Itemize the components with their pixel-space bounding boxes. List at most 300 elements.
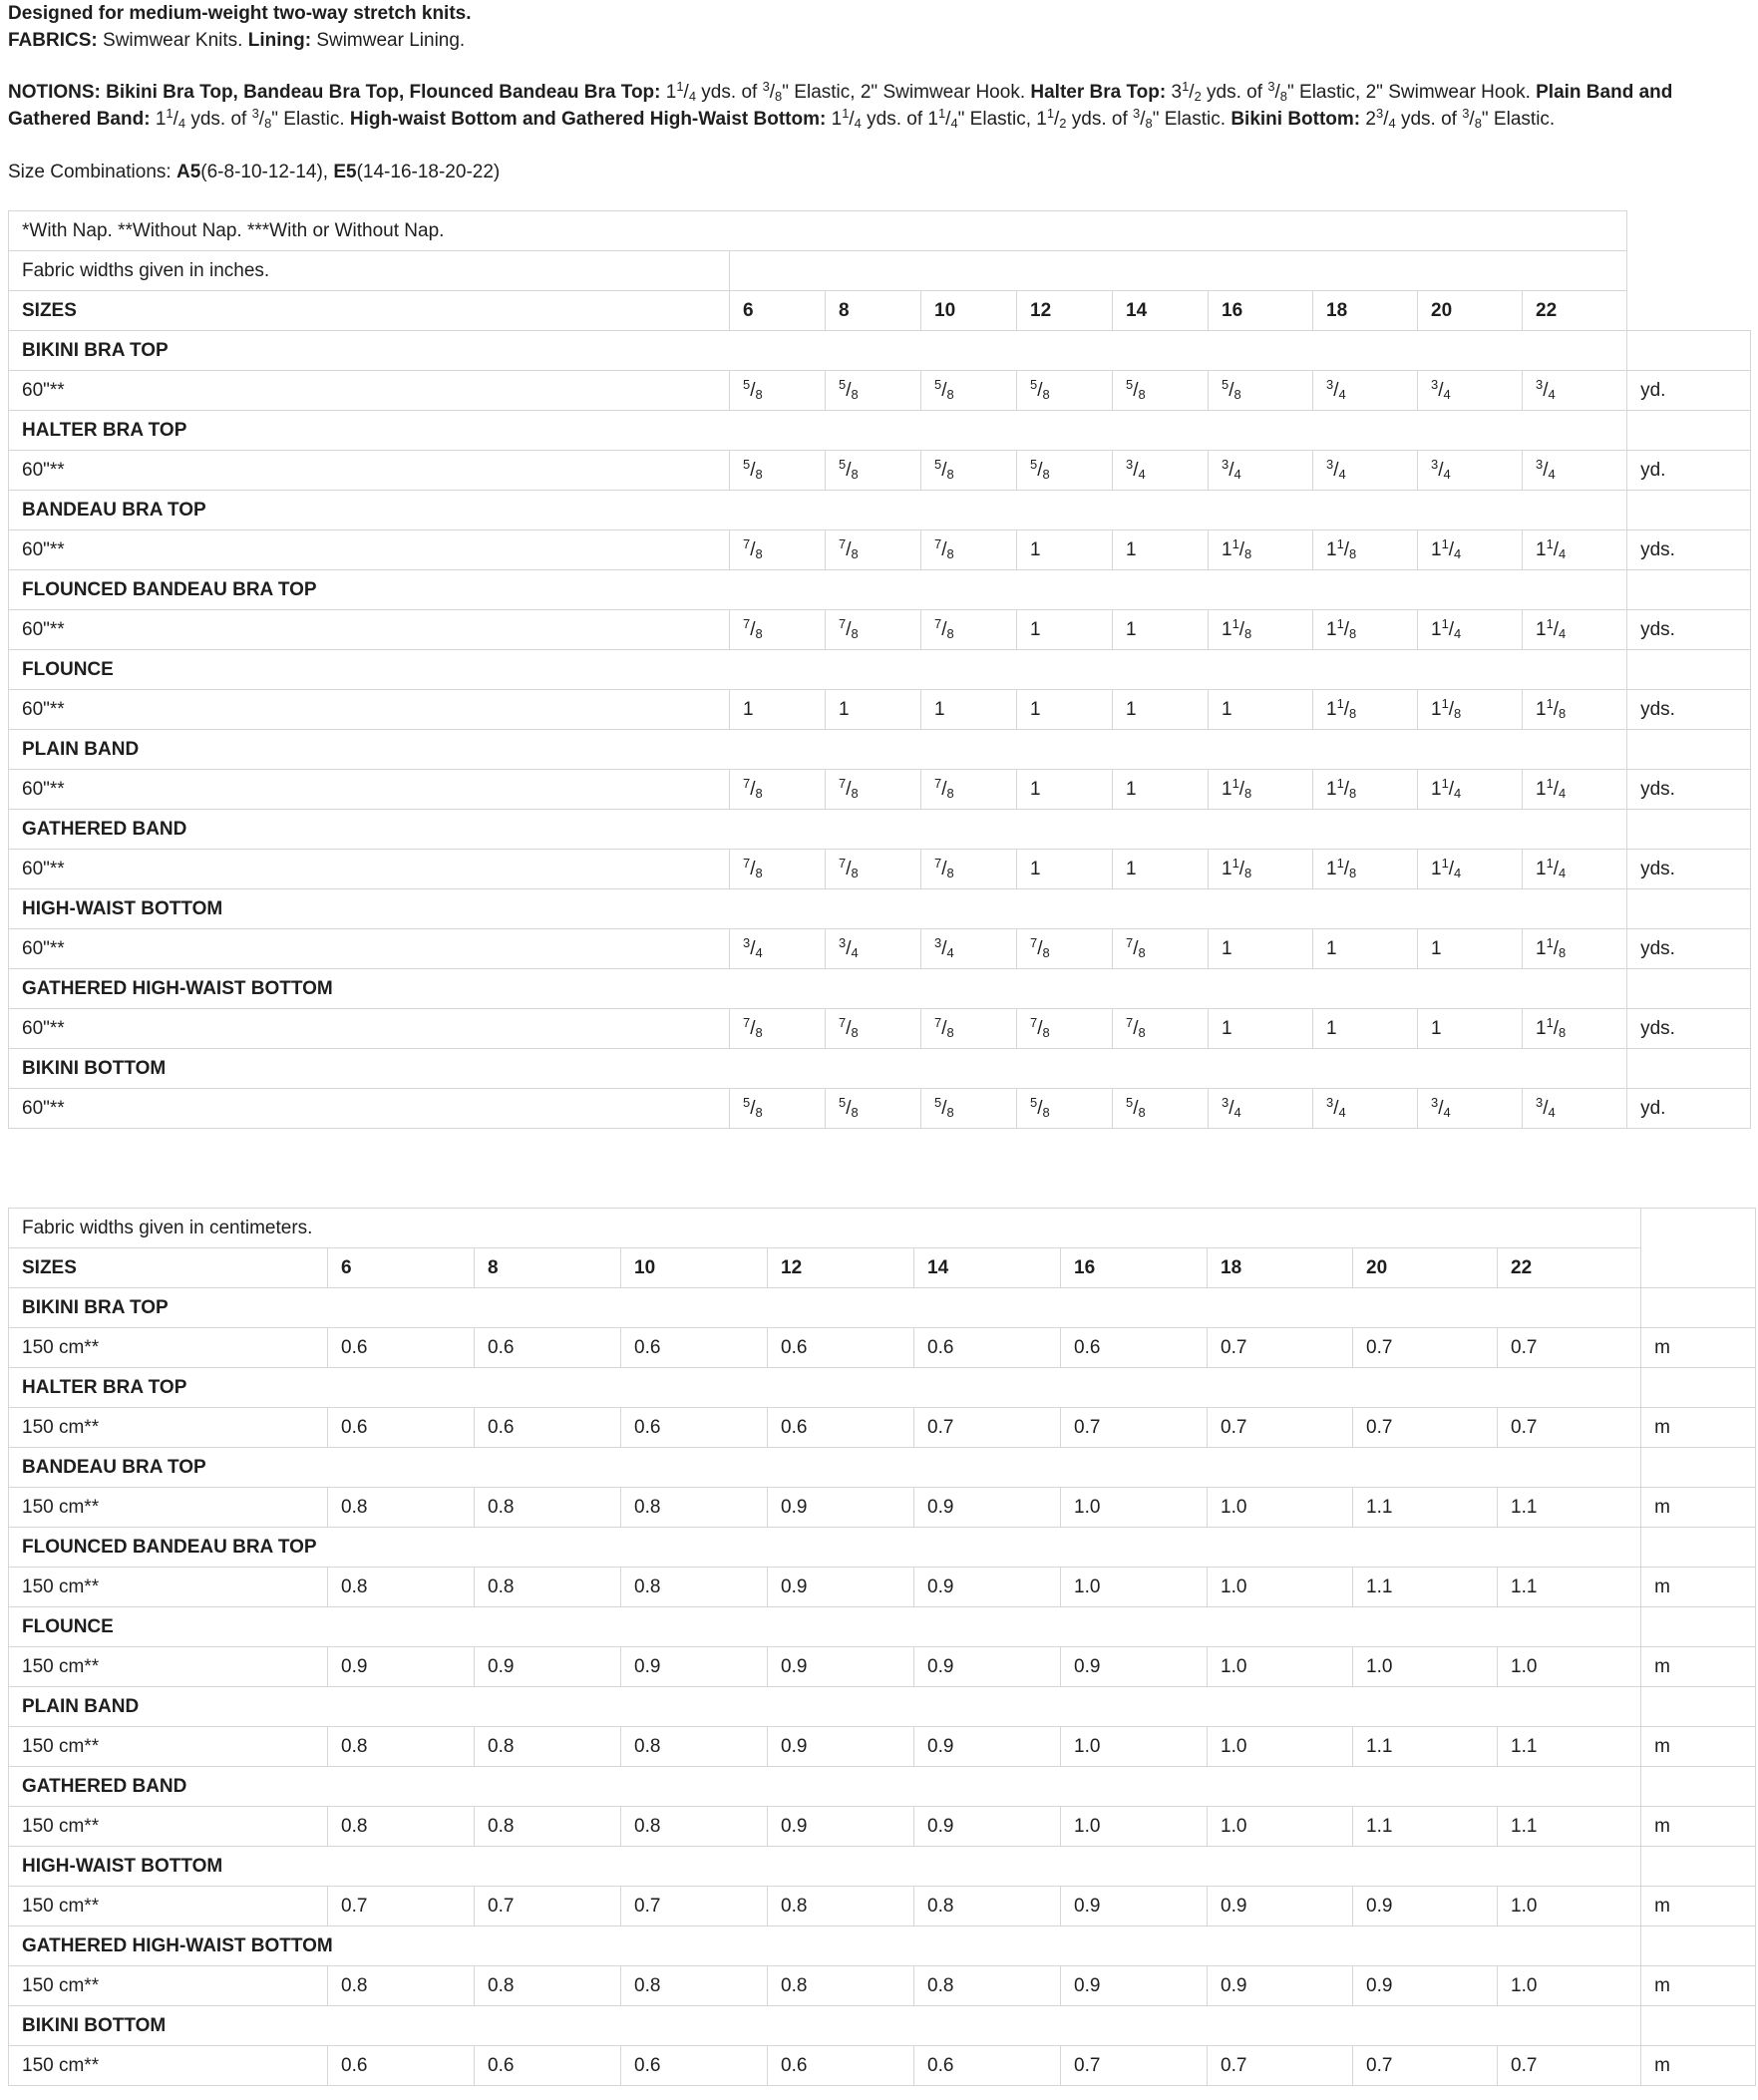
size-header-8: 8 [475, 1248, 621, 1288]
size-combinations-line [8, 159, 500, 185]
section-row-flounce [9, 650, 1751, 690]
data-row [9, 1727, 1756, 1767]
yardage-cell-size-18: 1 [1313, 1009, 1418, 1049]
yardage-cell-size-10: 0.8 [621, 1966, 768, 2006]
yardage-cell-size-12: 0.6 [768, 1328, 914, 1368]
yardage-cell-size-6: $^3/_4$ [730, 929, 826, 969]
section-title: HALTER BRA TOP [9, 411, 1627, 451]
yardage-cell-size-12: 1 [1017, 770, 1113, 810]
notions-group-4-label: High-waist Bottom and Gathered High-Waist Bottom: [349, 109, 827, 130]
unit-cell: yds. [1627, 770, 1751, 810]
yardage-cell-size-20: $^3/_4$ [1418, 451, 1523, 491]
yardage-cell-size-14: 0.8 [914, 1966, 1061, 2006]
sizes-header-row [9, 291, 1751, 331]
size-header-22: 22 [1498, 1248, 1641, 1288]
yardage-cell-size-6: 0.6 [328, 1328, 475, 1368]
yardage-cell-size-10: 0.6 [621, 1408, 768, 1448]
fabric-width-cell: 60"** [9, 610, 730, 650]
fabrics-value: Swimwear Knits. [103, 30, 243, 51]
yardage-cell-size-22: 1.0 [1498, 1966, 1641, 2006]
yardage-cell-size-6: $^7/_8$ [730, 770, 826, 810]
size-combo-e-value: (14-16-18-20-22) [356, 162, 501, 182]
section-title: GATHERED HIGH-WAIST BOTTOM [9, 1926, 1641, 1966]
yardage-cell-size-14: 0.8 [914, 1887, 1061, 1926]
yardage-cell-size-8: 0.9 [475, 1647, 621, 1687]
section-title: GATHERED HIGH-WAIST BOTTOM [9, 969, 1627, 1009]
yardage-cell-size-12: $^5/_8$ [1017, 371, 1113, 411]
yardage-cell-size-20: 0.9 [1353, 1887, 1498, 1926]
section-title: GATHERED BAND [9, 810, 1627, 850]
data-row [9, 690, 1751, 730]
fabric-width-cell: 150 cm** [9, 1488, 328, 1528]
data-row [9, 1408, 1756, 1448]
yardage-cell-size-18: $^3/_4$ [1313, 451, 1418, 491]
yardage-cell-size-22: $^3/_4$ [1523, 451, 1627, 491]
yardage-cell-size-8: $^7/_8$ [826, 770, 921, 810]
data-row [9, 1647, 1756, 1687]
yardage-cell-size-14: $^7/_8$ [1113, 929, 1209, 969]
yardage-cell-size-14: 1 [1113, 530, 1209, 570]
yardage-cell-size-12: 0.9 [768, 1488, 914, 1528]
yardage-cell-size-20: 1.0 [1353, 1647, 1498, 1687]
yardage-cell-size-14: $^7/_8$ [1113, 1009, 1209, 1049]
width-note: Fabric widths given in centimeters. [9, 1209, 1641, 1248]
size-header-10: 10 [921, 291, 1017, 331]
unit-cell: m [1641, 2046, 1756, 2086]
yardage-cell-size-12: 0.8 [768, 1966, 914, 2006]
fabric-width-cell: 150 cm** [9, 1887, 328, 1926]
size-header-12: 12 [1017, 291, 1113, 331]
yardage-cell-size-18: $^3/_4$ [1313, 1089, 1418, 1129]
size-header-22: 22 [1523, 291, 1627, 331]
yardage-cell-size-20: 0.9 [1353, 1966, 1498, 2006]
fabric-width-cell: 60"** [9, 530, 730, 570]
fabric-width-cell: 60"** [9, 690, 730, 730]
fabric-width-cell: 60"** [9, 451, 730, 491]
yardage-cell-size-22: 0.7 [1498, 1328, 1641, 1368]
yardage-cell-size-6: $^5/_8$ [730, 371, 826, 411]
section-title: BIKINI BOTTOM [9, 2006, 1641, 2046]
yardage-cell-size-18: 0.7 [1208, 1408, 1353, 1448]
yardage-cell-size-10: 0.9 [621, 1647, 768, 1687]
size-header-6: 6 [328, 1248, 475, 1288]
size-header-14: 14 [1113, 291, 1209, 331]
section-title: FLOUNCED BANDEAU BRA TOP [9, 1528, 1641, 1568]
yardage-cell-size-6: $^7/_8$ [730, 850, 826, 889]
yardage-cell-size-12: $^7/_8$ [1017, 1009, 1113, 1049]
data-row [9, 1966, 1756, 2006]
yardage-cell-size-12: $^5/_8$ [1017, 1089, 1113, 1129]
yardage-cell-size-8: 1 [826, 690, 921, 730]
yardage-cell-size-16: $^5/_8$ [1209, 371, 1313, 411]
notions-group-1-label: Bikini Bra Top, Bandeau Bra Top, Flounced Bandeau Bra Top: [106, 82, 661, 103]
yardage-cell-size-16: 0.7 [1061, 1408, 1208, 1448]
fabric-width-cell: 60"** [9, 1009, 730, 1049]
yardage-cell-size-14: 0.7 [914, 1408, 1061, 1448]
yardage-cell-size-12: 1 [1017, 610, 1113, 650]
yardage-cell-size-14: 1 [1113, 690, 1209, 730]
yardage-cell-size-10: 0.6 [621, 1328, 768, 1368]
section-row-high-waist-bottom [9, 889, 1751, 929]
data-row [9, 1568, 1756, 1607]
size-header-14: 14 [914, 1248, 1061, 1288]
size-header-8: 8 [826, 291, 921, 331]
section-row-high-waist-bottom [9, 1847, 1756, 1887]
unit-cell: m [1641, 1568, 1756, 1607]
yardage-cell-size-18: 0.9 [1208, 1966, 1353, 2006]
yardage-cell-size-10: 0.8 [621, 1568, 768, 1607]
data-row [9, 1887, 1756, 1926]
yardage-cell-size-6: 0.8 [328, 1488, 475, 1528]
size-header-10: 10 [621, 1248, 768, 1288]
yardage-cell-size-18: 1.0 [1208, 1488, 1353, 1528]
yardage-cell-size-22: $^3/_4$ [1523, 371, 1627, 411]
unit-cell: yds. [1627, 610, 1751, 650]
unit-cell: yd. [1627, 371, 1751, 411]
section-title: BANDEAU BRA TOP [9, 1448, 1641, 1488]
yardage-cell-size-20: 0.7 [1353, 2046, 1498, 2086]
section-title: GATHERED BAND [9, 1767, 1641, 1807]
section-row-plain-band [9, 1687, 1756, 1727]
section-row-gathered-high-waist-bottom [9, 969, 1751, 1009]
size-header-18: 18 [1313, 291, 1418, 331]
yardage-cell-size-18: 1.0 [1208, 1568, 1353, 1607]
yardage-cell-size-22: $1^1/_8$ [1523, 1009, 1627, 1049]
yardage-cell-size-22: 0.7 [1498, 2046, 1641, 2086]
yardage-cell-size-14: 0.9 [914, 1807, 1061, 1847]
design-line: Designed for medium-weight two-way stretch knits. [8, 3, 472, 24]
yardage-cell-size-20: 1.1 [1353, 1488, 1498, 1528]
yardage-cell-size-22: 1.1 [1498, 1568, 1641, 1607]
yardage-cell-size-10: 1 [921, 690, 1017, 730]
section-title: FLOUNCED BANDEAU BRA TOP [9, 570, 1627, 610]
yardage-cell-size-20: $^3/_4$ [1418, 371, 1523, 411]
yardage-cell-size-14: 0.9 [914, 1488, 1061, 1528]
yardage-cell-size-18: 1.0 [1208, 1807, 1353, 1847]
yardage-cell-size-16: $^3/_4$ [1209, 451, 1313, 491]
yardage-cell-size-12: 0.9 [768, 1647, 914, 1687]
yardage-cell-size-6: 0.7 [328, 1887, 475, 1926]
yardage-cell-size-20: 1.1 [1353, 1727, 1498, 1767]
yardage-cell-size-10: 0.8 [621, 1727, 768, 1767]
size-combo-e-label: E5 [333, 162, 357, 182]
yardage-cell-size-8: $^5/_8$ [826, 451, 921, 491]
size-header-20: 20 [1353, 1248, 1498, 1288]
yardage-cell-size-16: 1.0 [1061, 1488, 1208, 1528]
nap-note: *With Nap. **Without Nap. ***With or Without Nap. [9, 211, 1627, 251]
yardage-cell-size-22: 1.1 [1498, 1727, 1641, 1767]
notions-group-5-label: Bikini Bottom: [1231, 109, 1361, 130]
yardage-cell-size-10: $^7/_8$ [921, 1009, 1017, 1049]
yardage-cell-size-8: 0.8 [475, 1727, 621, 1767]
notions-label: NOTIONS: [8, 82, 101, 103]
yardage-cell-size-20: 1 [1418, 1009, 1523, 1049]
section-row-flounced-bandeau-bra-top [9, 1528, 1756, 1568]
unit-cell: m [1641, 1408, 1756, 1448]
section-title: PLAIN BAND [9, 730, 1627, 770]
yardage-cell-size-8: $^7/_8$ [826, 530, 921, 570]
data-row [9, 770, 1751, 810]
yardage-cell-size-10: $^7/_8$ [921, 850, 1017, 889]
yardage-cell-size-6: 1 [730, 690, 826, 730]
section-title: BIKINI BOTTOM [9, 1049, 1627, 1089]
yardage-cell-size-14: 1 [1113, 610, 1209, 650]
fabric-width-cell: 60"** [9, 770, 730, 810]
yardage-cell-size-14: $^5/_8$ [1113, 1089, 1209, 1129]
yardage-cell-size-10: 0.8 [621, 1488, 768, 1528]
section-title: BIKINI BRA TOP [9, 331, 1627, 371]
section-title: FLOUNCE [9, 650, 1627, 690]
yardage-cell-size-14: 0.9 [914, 1727, 1061, 1767]
data-row [9, 530, 1751, 570]
yardage-cell-size-12: $^7/_8$ [1017, 929, 1113, 969]
yardage-cell-size-8: $^5/_8$ [826, 1089, 921, 1129]
section-title: PLAIN BAND [9, 1687, 1641, 1727]
notions-group-2-label: Halter Bra Top: [1030, 82, 1167, 103]
data-row [9, 451, 1751, 491]
section-title: BIKINI BRA TOP [9, 1288, 1641, 1328]
section-row-flounced-bandeau-bra-top [9, 570, 1751, 610]
yardage-cell-size-18: 0.7 [1208, 2046, 1353, 2086]
section-row-plain-band [9, 730, 1751, 770]
yardage-table-centimeters [8, 1208, 1756, 2086]
yardage-cell-size-16: 0.7 [1061, 2046, 1208, 2086]
fabrics-label: FABRICS: [8, 30, 98, 51]
size-header-16: 16 [1061, 1248, 1208, 1288]
fabric-width-cell: 60"** [9, 1089, 730, 1129]
yardage-cell-size-20: $^3/_4$ [1418, 1089, 1523, 1129]
section-title: HIGH-WAIST BOTTOM [9, 1847, 1641, 1887]
yardage-cell-size-12: 0.6 [768, 2046, 914, 2086]
yardage-cell-size-22: $1^1/_4$ [1523, 610, 1627, 650]
yardage-cell-size-22: $1^1/_4$ [1523, 770, 1627, 810]
size-header-16: 16 [1209, 291, 1313, 331]
yardage-cell-size-6: 0.8 [328, 1807, 475, 1847]
yardage-cell-size-6: 0.8 [328, 1966, 475, 2006]
section-row-gathered-high-waist-bottom [9, 1926, 1756, 1966]
yardage-cell-size-6: 0.8 [328, 1568, 475, 1607]
yardage-cell-size-10: $^5/_8$ [921, 1089, 1017, 1129]
sizes-header-label: SIZES [9, 1248, 328, 1288]
yardage-cell-size-14: 1 [1113, 850, 1209, 889]
data-row [9, 1089, 1751, 1129]
section-title: BANDEAU BRA TOP [9, 491, 1627, 530]
width-note-row [9, 251, 1751, 291]
section-title: FLOUNCE [9, 1607, 1641, 1647]
size-header-12: 12 [768, 1248, 914, 1288]
sizes-header-row [9, 1248, 1756, 1288]
nap-note-row [9, 211, 1751, 251]
notions-group-2-value: $3^1/_2$ yds. of $^3/_8$" Elastic, 2" Swimwear Hook. [1171, 78, 1531, 105]
yardage-cell-size-6: $^5/_8$ [730, 451, 826, 491]
yardage-cell-size-22: $1^1/_8$ [1523, 690, 1627, 730]
yardage-table-inches [8, 210, 1751, 1129]
section-row-gathered-band [9, 810, 1751, 850]
yardage-cell-size-22: 1.1 [1498, 1488, 1641, 1528]
yardage-cell-size-20: $1^1/_4$ [1418, 770, 1523, 810]
yardage-cell-size-12: 0.9 [768, 1807, 914, 1847]
yardage-cell-size-22: 0.7 [1498, 1408, 1641, 1448]
section-row-bandeau-bra-top [9, 1448, 1756, 1488]
yardage-cell-size-10: $^5/_8$ [921, 451, 1017, 491]
yardage-cell-size-14: $^5/_8$ [1113, 371, 1209, 411]
fabric-width-cell: 60"** [9, 371, 730, 411]
yardage-cell-size-8: 0.8 [475, 1807, 621, 1847]
yardage-cell-size-8: 0.6 [475, 1408, 621, 1448]
yardage-cell-size-20: $1^1/_8$ [1418, 690, 1523, 730]
section-row-gathered-band [9, 1767, 1756, 1807]
yardage-cell-size-16: 1 [1209, 690, 1313, 730]
yardage-cell-size-16: 0.9 [1061, 1887, 1208, 1926]
yardage-cell-size-16: 0.9 [1061, 1647, 1208, 1687]
yardage-cell-size-22: $1^1/_4$ [1523, 850, 1627, 889]
data-row [9, 371, 1751, 411]
yardage-cell-size-8: $^7/_8$ [826, 1009, 921, 1049]
lining-value: Swimwear Lining. [316, 30, 466, 51]
yardage-cell-size-22: 1.0 [1498, 1887, 1641, 1926]
unit-cell: m [1641, 1328, 1756, 1368]
yardage-cell-size-16: 0.9 [1061, 1966, 1208, 2006]
fabric-width-cell: 150 cm** [9, 1328, 328, 1368]
yardage-cell-size-22: $1^1/_8$ [1523, 929, 1627, 969]
size-combo-a-label: A5 [176, 162, 201, 182]
yardage-cell-size-10: 0.7 [621, 1887, 768, 1926]
yardage-cell-size-6: 0.9 [328, 1647, 475, 1687]
yardage-cell-size-18: $1^1/_8$ [1313, 530, 1418, 570]
yardage-cell-size-16: $1^1/_8$ [1209, 610, 1313, 650]
yardage-cell-size-14: 0.6 [914, 2046, 1061, 2086]
yardage-cell-size-8: $^7/_8$ [826, 610, 921, 650]
data-row [9, 1488, 1756, 1528]
notions-group-1-value: $1^1/_4$ yds. of $^3/_8$" Elastic, 2" Swimwear Hook. [665, 78, 1026, 105]
section-row-halter-bra-top [9, 1368, 1756, 1408]
yardage-cell-size-18: 1.0 [1208, 1647, 1353, 1687]
yardage-cell-size-14: 0.9 [914, 1568, 1061, 1607]
yardage-cell-size-8: $^5/_8$ [826, 371, 921, 411]
fabric-width-cell: 150 cm** [9, 1568, 328, 1607]
yardage-cell-size-18: $1^1/_8$ [1313, 690, 1418, 730]
yardage-cell-size-6: $^5/_8$ [730, 1089, 826, 1129]
unit-cell: yd. [1627, 451, 1751, 491]
unit-cell: yd. [1627, 1089, 1751, 1129]
yardage-cell-size-16: $1^1/_8$ [1209, 530, 1313, 570]
width-note-row [9, 1209, 1756, 1248]
section-row-bikini-bra-top [9, 331, 1751, 371]
yardage-cell-size-10: 0.6 [621, 2046, 768, 2086]
yardage-cell-size-20: 1.1 [1353, 1807, 1498, 1847]
yardage-cell-size-10: $^7/_8$ [921, 770, 1017, 810]
size-combinations-prefix: Size Combinations: [8, 162, 172, 182]
unit-cell: yds. [1627, 530, 1751, 570]
unit-cell: yds. [1627, 1009, 1751, 1049]
section-row-halter-bra-top [9, 411, 1751, 451]
yardage-cell-size-22: $1^1/_4$ [1523, 530, 1627, 570]
yardage-cell-size-8: 0.6 [475, 2046, 621, 2086]
yardage-cell-size-6: 0.6 [328, 2046, 475, 2086]
data-row [9, 610, 1751, 650]
yardage-cell-size-16: 1.0 [1061, 1807, 1208, 1847]
yardage-cell-size-16: 1.0 [1061, 1568, 1208, 1607]
yardage-cell-size-20: 1.1 [1353, 1568, 1498, 1607]
unit-cell: m [1641, 1727, 1756, 1767]
size-header-6: 6 [730, 291, 826, 331]
yardage-cell-size-6: 0.8 [328, 1727, 475, 1767]
yardage-cell-size-22: $^3/_4$ [1523, 1089, 1627, 1129]
section-title: HIGH-WAIST BOTTOM [9, 889, 1627, 929]
data-row [9, 850, 1751, 889]
yardage-cell-size-18: 1.0 [1208, 1727, 1353, 1767]
yardage-cell-size-12: 1 [1017, 530, 1113, 570]
yardage-cell-size-18: $1^1/_8$ [1313, 850, 1418, 889]
size-header-18: 18 [1208, 1248, 1353, 1288]
fabrics-line [8, 27, 465, 54]
yardage-cell-size-12: 0.9 [768, 1568, 914, 1607]
lining-label: Lining: [247, 30, 312, 51]
fabric-width-cell: 150 cm** [9, 1647, 328, 1687]
fabric-width-cell: 150 cm** [9, 2046, 328, 2086]
yardage-cell-size-16: 1 [1209, 929, 1313, 969]
yardage-cell-size-16: $1^1/_8$ [1209, 850, 1313, 889]
notions-group-3-value: $1^1/_4$ yds. of $^3/_8$" Elastic. [155, 105, 345, 132]
yardage-cell-size-10: $^5/_8$ [921, 371, 1017, 411]
yardage-cell-size-8: $^7/_8$ [826, 850, 921, 889]
unit-cell: m [1641, 1488, 1756, 1528]
yardage-cell-size-12: 1 [1017, 850, 1113, 889]
notions-group-4-value: $1^1/_4$ yds. of $1^1/_4$" Elastic, $1^1/_2$ yds. of $^3/_8$" Elastic. [831, 105, 1227, 132]
yardage-cell-size-10: $^7/_8$ [921, 610, 1017, 650]
data-row [9, 929, 1751, 969]
yardage-cell-size-14: $^3/_4$ [1113, 451, 1209, 491]
yardage-cell-size-8: 0.8 [475, 1568, 621, 1607]
yardage-cell-size-18: $^3/_4$ [1313, 371, 1418, 411]
yardage-cell-size-14: 0.9 [914, 1647, 1061, 1687]
yardage-cell-size-16: $^3/_4$ [1209, 1089, 1313, 1129]
section-row-bikini-bottom [9, 2006, 1756, 2046]
yardage-cell-size-12: $^5/_8$ [1017, 451, 1113, 491]
yardage-cell-size-12: 0.6 [768, 1408, 914, 1448]
yardage-cell-size-8: 0.7 [475, 1887, 621, 1926]
fabric-width-cell: 60"** [9, 850, 730, 889]
notions-group-3-label: Plain Band and Gathered Band: [8, 82, 1673, 130]
unit-cell: m [1641, 1966, 1756, 2006]
unit-cell: m [1641, 1647, 1756, 1687]
yardage-cell-size-16: 0.6 [1061, 1328, 1208, 1368]
sizes-header-label: SIZES [9, 291, 730, 331]
data-row [9, 2046, 1756, 2086]
section-row-bandeau-bra-top [9, 491, 1751, 530]
data-row [9, 1807, 1756, 1847]
notions-paragraph [8, 79, 1748, 133]
yardage-cell-size-18: $1^1/_8$ [1313, 770, 1418, 810]
fabric-width-cell: 150 cm** [9, 1966, 328, 2006]
yardage-cell-size-18: 1 [1313, 929, 1418, 969]
unit-cell: yds. [1627, 929, 1751, 969]
yardage-cell-size-18: $1^1/_8$ [1313, 610, 1418, 650]
notions-group-5-value: $2^3/_4$ yds. of $^3/_8$" Elastic. [1365, 105, 1556, 132]
yardage-cell-size-8: 0.6 [475, 1328, 621, 1368]
yardage-cell-size-20: 0.7 [1353, 1408, 1498, 1448]
yardage-cell-size-8: 0.8 [475, 1966, 621, 2006]
unit-cell: yds. [1627, 850, 1751, 889]
yardage-cell-size-10: $^7/_8$ [921, 530, 1017, 570]
yardage-cell-size-16: 1.0 [1061, 1727, 1208, 1767]
fabric-width-cell: 150 cm** [9, 1807, 328, 1847]
yardage-cell-size-12: 0.9 [768, 1727, 914, 1767]
size-header-20: 20 [1418, 291, 1523, 331]
yardage-cell-size-20: $1^1/_4$ [1418, 530, 1523, 570]
yardage-cell-size-12: 1 [1017, 690, 1113, 730]
yardage-cell-size-6: 0.6 [328, 1408, 475, 1448]
